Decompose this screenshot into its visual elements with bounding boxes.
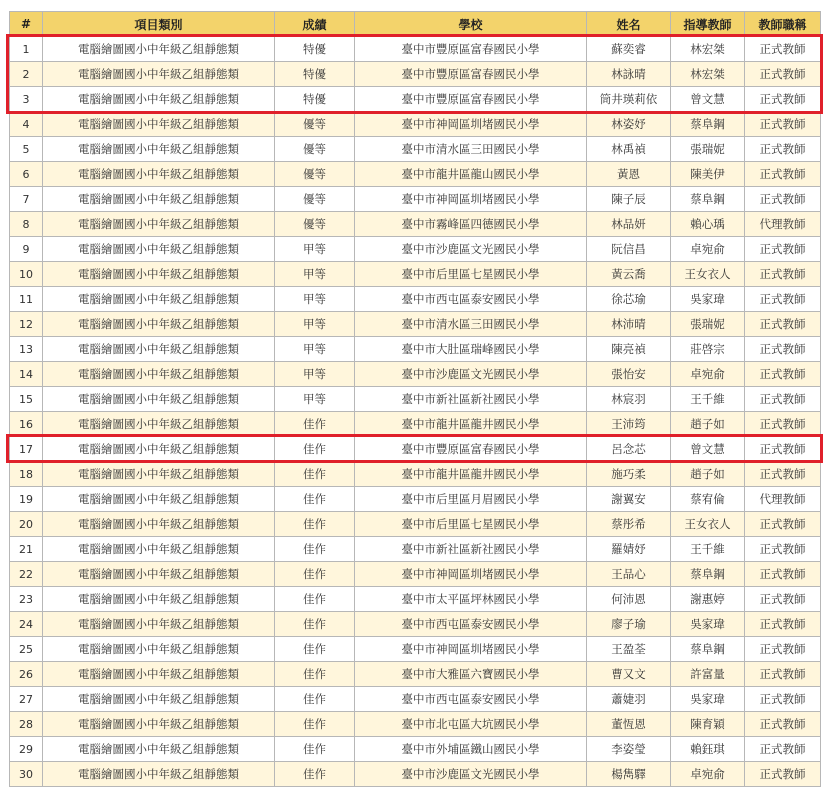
table-row bbox=[10, 312, 821, 337]
cell-number: 25 bbox=[10, 637, 43, 662]
cell-student-name: 林宸羽 bbox=[587, 387, 671, 412]
cell-school: 臺中市龍井區龍井國民小學 bbox=[355, 412, 587, 437]
cell-grade: 佳作 bbox=[275, 662, 355, 687]
cell-category: 電腦繪圖國小中年級乙組靜態類 bbox=[43, 737, 275, 762]
cell-student-name: 蔡彤希 bbox=[587, 512, 671, 537]
cell-teacher-title: 正式教師 bbox=[745, 387, 821, 412]
cell-number: 6 bbox=[10, 162, 43, 187]
cell-number: 3 bbox=[10, 87, 43, 112]
cell-school: 臺中市霧峰區四德國民小學 bbox=[355, 212, 587, 237]
cell-teacher: 卓宛俞 bbox=[671, 237, 745, 262]
cell-category: 電腦繪圖國小中年級乙組靜態類 bbox=[43, 37, 275, 62]
cell-teacher: 曾文慧 bbox=[671, 437, 745, 462]
cell-number: 21 bbox=[10, 537, 43, 562]
cell-grade: 優等 bbox=[275, 212, 355, 237]
cell-school: 臺中市外埔區鐵山國民小學 bbox=[355, 737, 587, 762]
cell-number: 11 bbox=[10, 287, 43, 312]
cell-number: 1 bbox=[10, 37, 43, 62]
cell-teacher: 許富量 bbox=[671, 662, 745, 687]
cell-number: 29 bbox=[10, 737, 43, 762]
cell-grade: 佳作 bbox=[275, 612, 355, 637]
cell-category: 電腦繪圖國小中年級乙組靜態類 bbox=[43, 212, 275, 237]
cell-grade: 佳作 bbox=[275, 412, 355, 437]
cell-grade: 佳作 bbox=[275, 487, 355, 512]
cell-number: 20 bbox=[10, 512, 43, 537]
cell-school: 臺中市龍井區龍井國民小學 bbox=[355, 462, 587, 487]
table-row bbox=[10, 212, 821, 237]
cell-number: 7 bbox=[10, 187, 43, 212]
cell-teacher: 蔡阜鋼 bbox=[671, 112, 745, 137]
cell-category: 電腦繪圖國小中年級乙組靜態類 bbox=[43, 637, 275, 662]
cell-grade: 甲等 bbox=[275, 237, 355, 262]
cell-number: 9 bbox=[10, 237, 43, 262]
cell-school: 臺中市后里區七星國民小學 bbox=[355, 262, 587, 287]
cell-school: 臺中市清水區三田國民小學 bbox=[355, 312, 587, 337]
table-row bbox=[10, 762, 821, 787]
cell-grade: 佳作 bbox=[275, 637, 355, 662]
table-row bbox=[10, 737, 821, 762]
cell-teacher: 蔡阜鋼 bbox=[671, 562, 745, 587]
cell-grade: 特優 bbox=[275, 62, 355, 87]
cell-student-name: 楊雋驛 bbox=[587, 762, 671, 787]
cell-category: 電腦繪圖國小中年級乙組靜態類 bbox=[43, 437, 275, 462]
cell-teacher-title: 正式教師 bbox=[745, 237, 821, 262]
cell-teacher: 趙子如 bbox=[671, 462, 745, 487]
cell-category: 電腦繪圖國小中年級乙組靜態類 bbox=[43, 337, 275, 362]
cell-school: 臺中市西屯區泰安國民小學 bbox=[355, 612, 587, 637]
cell-teacher-title: 正式教師 bbox=[745, 37, 821, 62]
cell-teacher-title: 正式教師 bbox=[745, 87, 821, 112]
cell-school: 臺中市豐原區富春國民小學 bbox=[355, 37, 587, 62]
cell-grade: 甲等 bbox=[275, 337, 355, 362]
cell-number: 16 bbox=[10, 412, 43, 437]
cell-teacher-title: 正式教師 bbox=[745, 562, 821, 587]
table-row bbox=[10, 412, 821, 437]
cell-teacher: 卓宛俞 bbox=[671, 362, 745, 387]
cell-teacher: 蔡阜鋼 bbox=[671, 637, 745, 662]
table-row bbox=[10, 562, 821, 587]
cell-student-name: 黃恩 bbox=[587, 162, 671, 187]
cell-category: 電腦繪圖國小中年級乙組靜態類 bbox=[43, 362, 275, 387]
cell-category: 電腦繪圖國小中年級乙組靜態類 bbox=[43, 62, 275, 87]
cell-student-name: 王盈荃 bbox=[587, 637, 671, 662]
cell-category: 電腦繪圖國小中年級乙組靜態類 bbox=[43, 587, 275, 612]
cell-grade: 優等 bbox=[275, 112, 355, 137]
cell-student-name: 林禹禎 bbox=[587, 137, 671, 162]
cell-teacher: 賴心瑀 bbox=[671, 212, 745, 237]
table-row bbox=[10, 487, 821, 512]
cell-school: 臺中市后里區七星國民小學 bbox=[355, 512, 587, 537]
table-row bbox=[10, 187, 821, 212]
cell-grade: 甲等 bbox=[275, 387, 355, 412]
cell-number: 24 bbox=[10, 612, 43, 637]
cell-teacher-title: 正式教師 bbox=[745, 712, 821, 737]
cell-number: 12 bbox=[10, 312, 43, 337]
cell-school: 臺中市沙鹿區文光國民小學 bbox=[355, 237, 587, 262]
cell-school: 臺中市新社區新社國民小學 bbox=[355, 387, 587, 412]
cell-number: 17 bbox=[10, 437, 43, 462]
cell-category: 電腦繪圖國小中年級乙組靜態類 bbox=[43, 487, 275, 512]
cell-student-name: 陳子辰 bbox=[587, 187, 671, 212]
table-row bbox=[10, 337, 821, 362]
cell-grade: 佳作 bbox=[275, 437, 355, 462]
cell-number: 18 bbox=[10, 462, 43, 487]
cell-student-name: 林沛晴 bbox=[587, 312, 671, 337]
cell-grade: 優等 bbox=[275, 137, 355, 162]
cell-teacher-title: 正式教師 bbox=[745, 262, 821, 287]
table-row bbox=[10, 387, 821, 412]
cell-student-name: 徐芯瑜 bbox=[587, 287, 671, 312]
cell-student-name: 董恆恩 bbox=[587, 712, 671, 737]
cell-number: 19 bbox=[10, 487, 43, 512]
cell-teacher-title: 正式教師 bbox=[745, 662, 821, 687]
results-table bbox=[9, 11, 821, 787]
cell-teacher-title: 正式教師 bbox=[745, 637, 821, 662]
cell-teacher-title: 正式教師 bbox=[745, 437, 821, 462]
cell-school: 臺中市后里區月眉國民小學 bbox=[355, 487, 587, 512]
table-row bbox=[10, 462, 821, 487]
cell-category: 電腦繪圖國小中年級乙組靜態類 bbox=[43, 462, 275, 487]
cell-grade: 佳作 bbox=[275, 712, 355, 737]
cell-school: 臺中市神岡區圳堵國民小學 bbox=[355, 187, 587, 212]
cell-category: 電腦繪圖國小中年級乙組靜態類 bbox=[43, 112, 275, 137]
cell-number: 13 bbox=[10, 337, 43, 362]
cell-student-name: 筒井瑛莉依 bbox=[587, 87, 671, 112]
cell-teacher-title: 正式教師 bbox=[745, 137, 821, 162]
cell-number: 15 bbox=[10, 387, 43, 412]
cell-student-name: 王沛筠 bbox=[587, 412, 671, 437]
cell-teacher: 蔡阜鋼 bbox=[671, 187, 745, 212]
cell-grade: 佳作 bbox=[275, 737, 355, 762]
column-header-school: 學校 bbox=[355, 12, 587, 37]
table-row bbox=[10, 287, 821, 312]
cell-student-name: 陳亮禎 bbox=[587, 337, 671, 362]
cell-teacher: 王千維 bbox=[671, 387, 745, 412]
cell-category: 電腦繪圖國小中年級乙組靜態類 bbox=[43, 237, 275, 262]
cell-student-name: 張怡安 bbox=[587, 362, 671, 387]
cell-teacher-title: 正式教師 bbox=[745, 312, 821, 337]
cell-number: 26 bbox=[10, 662, 43, 687]
cell-category: 電腦繪圖國小中年級乙組靜態類 bbox=[43, 612, 275, 637]
cell-teacher: 張瑞妮 bbox=[671, 137, 745, 162]
cell-category: 電腦繪圖國小中年級乙組靜態類 bbox=[43, 287, 275, 312]
cell-teacher: 王女衣人 bbox=[671, 512, 745, 537]
cell-teacher-title: 正式教師 bbox=[745, 287, 821, 312]
table-row bbox=[10, 612, 821, 637]
cell-student-name: 林姿妤 bbox=[587, 112, 671, 137]
cell-school: 臺中市西屯區泰安國民小學 bbox=[355, 287, 587, 312]
cell-student-name: 呂念芯 bbox=[587, 437, 671, 462]
table-header-row bbox=[10, 12, 821, 37]
cell-student-name: 謝翼安 bbox=[587, 487, 671, 512]
cell-school: 臺中市西屯區泰安國民小學 bbox=[355, 687, 587, 712]
cell-school: 臺中市神岡區圳堵國民小學 bbox=[355, 562, 587, 587]
cell-teacher: 趙子如 bbox=[671, 412, 745, 437]
cell-grade: 佳作 bbox=[275, 762, 355, 787]
cell-category: 電腦繪圖國小中年級乙組靜態類 bbox=[43, 687, 275, 712]
cell-grade: 甲等 bbox=[275, 362, 355, 387]
table-row bbox=[10, 137, 821, 162]
cell-teacher-title: 正式教師 bbox=[745, 412, 821, 437]
cell-category: 電腦繪圖國小中年級乙組靜態類 bbox=[43, 762, 275, 787]
table-row bbox=[10, 437, 821, 462]
cell-number: 5 bbox=[10, 137, 43, 162]
cell-school: 臺中市豐原區富春國民小學 bbox=[355, 437, 587, 462]
cell-student-name: 阮信昌 bbox=[587, 237, 671, 262]
cell-teacher: 蔡宥倫 bbox=[671, 487, 745, 512]
cell-grade: 佳作 bbox=[275, 462, 355, 487]
cell-student-name: 李姿瑩 bbox=[587, 737, 671, 762]
cell-student-name: 廖子瑜 bbox=[587, 612, 671, 637]
cell-teacher: 賴鈺琪 bbox=[671, 737, 745, 762]
cell-grade: 佳作 bbox=[275, 512, 355, 537]
cell-teacher: 莊啓宗 bbox=[671, 337, 745, 362]
cell-category: 電腦繪圖國小中年級乙組靜態類 bbox=[43, 137, 275, 162]
table-row bbox=[10, 537, 821, 562]
cell-category: 電腦繪圖國小中年級乙組靜態類 bbox=[43, 562, 275, 587]
cell-teacher-title: 代理教師 bbox=[745, 487, 821, 512]
cell-category: 電腦繪圖國小中年級乙組靜態類 bbox=[43, 87, 275, 112]
cell-category: 電腦繪圖國小中年級乙組靜態類 bbox=[43, 312, 275, 337]
cell-category: 電腦繪圖國小中年級乙組靜態類 bbox=[43, 537, 275, 562]
cell-teacher-title: 正式教師 bbox=[745, 362, 821, 387]
table-row bbox=[10, 262, 821, 287]
cell-teacher: 張瑞妮 bbox=[671, 312, 745, 337]
table-row bbox=[10, 87, 821, 112]
table-body bbox=[10, 37, 821, 787]
cell-category: 電腦繪圖國小中年級乙組靜態類 bbox=[43, 712, 275, 737]
cell-teacher: 吳家瑋 bbox=[671, 687, 745, 712]
cell-school: 臺中市北屯區大坑國民小學 bbox=[355, 712, 587, 737]
cell-category: 電腦繪圖國小中年級乙組靜態類 bbox=[43, 187, 275, 212]
cell-school: 臺中市沙鹿區文光國民小學 bbox=[355, 762, 587, 787]
cell-number: 27 bbox=[10, 687, 43, 712]
cell-category: 電腦繪圖國小中年級乙組靜態類 bbox=[43, 512, 275, 537]
cell-school: 臺中市豐原區富春國民小學 bbox=[355, 87, 587, 112]
cell-teacher-title: 正式教師 bbox=[745, 62, 821, 87]
cell-grade: 特優 bbox=[275, 87, 355, 112]
cell-school: 臺中市豐原區富春國民小學 bbox=[355, 62, 587, 87]
cell-teacher-title: 正式教師 bbox=[745, 187, 821, 212]
column-header-name: 姓名 bbox=[587, 12, 671, 37]
cell-teacher: 曾文慧 bbox=[671, 87, 745, 112]
cell-teacher-title: 代理教師 bbox=[745, 212, 821, 237]
cell-number: 30 bbox=[10, 762, 43, 787]
table-row bbox=[10, 687, 821, 712]
cell-school: 臺中市太平區坪林國民小學 bbox=[355, 587, 587, 612]
column-header-teacher-title: 教師職稱 bbox=[745, 12, 821, 37]
cell-teacher: 王女衣人 bbox=[671, 262, 745, 287]
cell-school: 臺中市清水區三田國民小學 bbox=[355, 137, 587, 162]
cell-student-name: 施巧柔 bbox=[587, 462, 671, 487]
cell-teacher-title: 正式教師 bbox=[745, 162, 821, 187]
cell-student-name: 蕭婕羽 bbox=[587, 687, 671, 712]
table-row bbox=[10, 512, 821, 537]
cell-category: 電腦繪圖國小中年級乙組靜態類 bbox=[43, 662, 275, 687]
table-row bbox=[10, 62, 821, 87]
cell-category: 電腦繪圖國小中年級乙組靜態類 bbox=[43, 262, 275, 287]
column-header-category: 項目類別 bbox=[43, 12, 275, 37]
cell-school: 臺中市大肚區瑞峰國民小學 bbox=[355, 337, 587, 362]
cell-teacher-title: 正式教師 bbox=[745, 537, 821, 562]
cell-teacher-title: 正式教師 bbox=[745, 687, 821, 712]
cell-student-name: 黃云喬 bbox=[587, 262, 671, 287]
cell-category: 電腦繪圖國小中年級乙組靜態類 bbox=[43, 387, 275, 412]
cell-grade: 佳作 bbox=[275, 587, 355, 612]
cell-student-name: 林品妍 bbox=[587, 212, 671, 237]
table-row bbox=[10, 37, 821, 62]
cell-student-name: 曹又文 bbox=[587, 662, 671, 687]
cell-school: 臺中市沙鹿區文光國民小學 bbox=[355, 362, 587, 387]
cell-number: 14 bbox=[10, 362, 43, 387]
cell-student-name: 蘇奕睿 bbox=[587, 37, 671, 62]
cell-teacher: 王千維 bbox=[671, 537, 745, 562]
cell-school: 臺中市神岡區圳堵國民小學 bbox=[355, 637, 587, 662]
table-row bbox=[10, 362, 821, 387]
results-table-container bbox=[9, 11, 820, 787]
cell-number: 8 bbox=[10, 212, 43, 237]
column-header-teacher: 指導教師 bbox=[671, 12, 745, 37]
cell-teacher: 卓宛俞 bbox=[671, 762, 745, 787]
cell-grade: 佳作 bbox=[275, 687, 355, 712]
cell-teacher: 林宏桀 bbox=[671, 37, 745, 62]
cell-grade: 優等 bbox=[275, 162, 355, 187]
cell-teacher-title: 正式教師 bbox=[745, 462, 821, 487]
cell-category: 電腦繪圖國小中年級乙組靜態類 bbox=[43, 162, 275, 187]
cell-teacher: 陳育穎 bbox=[671, 712, 745, 737]
table-row bbox=[10, 587, 821, 612]
cell-teacher: 陳美伊 bbox=[671, 162, 745, 187]
table-row bbox=[10, 662, 821, 687]
cell-student-name: 何沛恩 bbox=[587, 587, 671, 612]
cell-number: 2 bbox=[10, 62, 43, 87]
table-row bbox=[10, 712, 821, 737]
cell-teacher-title: 正式教師 bbox=[745, 512, 821, 537]
cell-teacher: 謝惠婷 bbox=[671, 587, 745, 612]
cell-grade: 佳作 bbox=[275, 562, 355, 587]
cell-grade: 甲等 bbox=[275, 312, 355, 337]
cell-number: 10 bbox=[10, 262, 43, 287]
table-row bbox=[10, 237, 821, 262]
cell-school: 臺中市大雅區六寶國民小學 bbox=[355, 662, 587, 687]
cell-teacher-title: 正式教師 bbox=[745, 737, 821, 762]
cell-grade: 特優 bbox=[275, 37, 355, 62]
cell-student-name: 王品心 bbox=[587, 562, 671, 587]
column-header-number: # bbox=[10, 12, 43, 37]
cell-teacher-title: 正式教師 bbox=[745, 112, 821, 137]
cell-number: 23 bbox=[10, 587, 43, 612]
cell-school: 臺中市新社區新社國民小學 bbox=[355, 537, 587, 562]
column-header-grade: 成績 bbox=[275, 12, 355, 37]
cell-number: 4 bbox=[10, 112, 43, 137]
table-row bbox=[10, 162, 821, 187]
cell-teacher: 吳家瑋 bbox=[671, 612, 745, 637]
table-row bbox=[10, 637, 821, 662]
cell-teacher: 林宏桀 bbox=[671, 62, 745, 87]
cell-teacher-title: 正式教師 bbox=[745, 762, 821, 787]
cell-teacher-title: 正式教師 bbox=[745, 337, 821, 362]
cell-teacher: 吳家瑋 bbox=[671, 287, 745, 312]
table-row bbox=[10, 112, 821, 137]
cell-category: 電腦繪圖國小中年級乙組靜態類 bbox=[43, 412, 275, 437]
cell-grade: 甲等 bbox=[275, 287, 355, 312]
cell-teacher-title: 正式教師 bbox=[745, 587, 821, 612]
cell-school: 臺中市龍井區龍山國民小學 bbox=[355, 162, 587, 187]
cell-grade: 優等 bbox=[275, 187, 355, 212]
cell-teacher-title: 正式教師 bbox=[745, 612, 821, 637]
cell-student-name: 羅婧妤 bbox=[587, 537, 671, 562]
cell-student-name: 林詠晴 bbox=[587, 62, 671, 87]
cell-grade: 甲等 bbox=[275, 262, 355, 287]
cell-number: 28 bbox=[10, 712, 43, 737]
cell-number: 22 bbox=[10, 562, 43, 587]
cell-school: 臺中市神岡區圳堵國民小學 bbox=[355, 112, 587, 137]
cell-grade: 佳作 bbox=[275, 537, 355, 562]
